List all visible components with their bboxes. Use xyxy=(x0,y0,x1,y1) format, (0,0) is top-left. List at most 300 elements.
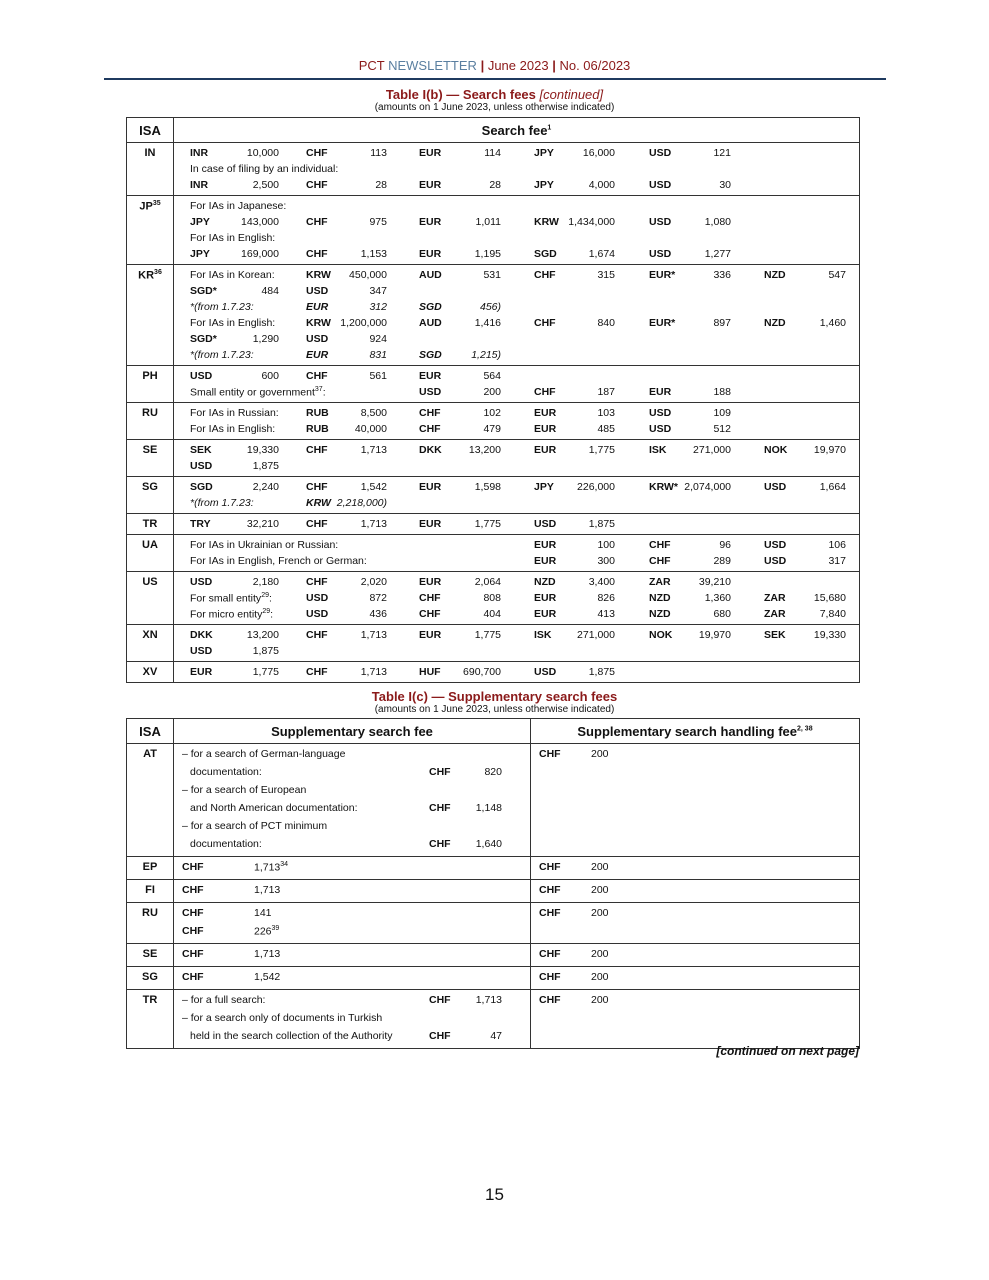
fee-line xyxy=(174,458,859,474)
fee-line xyxy=(174,836,530,854)
fee-line xyxy=(531,946,859,964)
fee-line xyxy=(174,553,859,569)
currency-code: USD xyxy=(419,386,442,398)
fee-amount: 113 xyxy=(370,147,387,159)
fee-amount: 1,775 xyxy=(252,666,279,678)
continued-note: [continued on next page] xyxy=(716,1044,859,1058)
currency-code: EUR xyxy=(419,370,442,382)
fee-description: documentation: xyxy=(190,766,262,778)
fee-amount: 1,713 xyxy=(254,884,281,896)
col-isa: ISA xyxy=(127,719,174,744)
fee-line xyxy=(174,818,530,836)
fee-amount: 109 xyxy=(713,407,731,419)
header-rule xyxy=(104,78,886,80)
currency-code: JPY xyxy=(190,216,210,228)
currency-code: TRY xyxy=(190,518,211,530)
currency-code: USD xyxy=(764,555,787,567)
currency-code: CHF xyxy=(306,666,328,678)
fee-amount: 13,200 xyxy=(468,444,501,456)
currency-code: USD xyxy=(534,666,557,678)
currency-code: CHF xyxy=(539,907,561,919)
isa-code: SG xyxy=(127,477,174,514)
col-search-fee: Search fee$^1$ xyxy=(174,118,860,143)
fee-amount: 96 xyxy=(719,539,731,551)
supp-fee-cell xyxy=(174,903,531,944)
fee-line xyxy=(174,283,859,299)
supp-fee-cell xyxy=(174,944,531,967)
currency-code: CHF xyxy=(182,948,204,960)
fee-line xyxy=(174,859,530,877)
currency-code: SGD xyxy=(190,481,213,493)
currency-code: USD xyxy=(190,576,213,588)
fee-amount: 436 xyxy=(369,608,387,620)
currency-code: CHF xyxy=(539,884,561,896)
currency-code: SGD xyxy=(534,248,557,260)
search-fee-cell xyxy=(174,535,860,572)
currency-code: CHF xyxy=(429,994,451,1006)
fee-amount: 872 xyxy=(369,592,387,604)
table-row xyxy=(127,265,860,366)
isa-code: SG xyxy=(127,967,174,990)
fee-line xyxy=(174,643,859,659)
isa-code: SE xyxy=(127,440,174,477)
fee-amount: 28 xyxy=(489,179,501,191)
fee-amount: 187 xyxy=(597,386,615,398)
fee-amount: 200 xyxy=(591,948,609,960)
footnote-ref: 35 xyxy=(152,200,161,207)
fee-line xyxy=(174,442,859,458)
supp-fee-cell xyxy=(174,880,531,903)
fee-line xyxy=(174,384,859,400)
currency-code: USD xyxy=(649,179,672,191)
currency-code: CHF xyxy=(306,444,328,456)
fee-amount: 271,000 xyxy=(693,444,731,456)
fee-amount: 336 xyxy=(713,269,731,281)
header-newsletter: NEWSLETTER xyxy=(388,58,477,73)
fee-amount: 317 xyxy=(828,555,846,567)
fee-amount: 512 xyxy=(713,423,731,435)
fee-amount: 200 xyxy=(591,907,609,919)
fee-line xyxy=(174,516,859,532)
search-fee-cell xyxy=(174,143,860,196)
fee-amount: 484 xyxy=(261,285,279,297)
fee-amount: 1,713 xyxy=(360,518,387,530)
fee-label: In case of filing by an individual: xyxy=(190,163,339,175)
table-row xyxy=(127,403,860,440)
header-pct: PCT xyxy=(358,58,385,73)
fee-line xyxy=(174,177,859,193)
currency-code: SGD* xyxy=(190,333,217,345)
currency-code: EUR xyxy=(306,301,329,313)
fee-line xyxy=(174,315,859,331)
fee-amount: 1,713 xyxy=(360,666,387,678)
fee-amount: 200 xyxy=(591,861,609,873)
search-fees-table xyxy=(126,117,860,683)
fee-amount: 1,434,000 xyxy=(568,216,615,228)
fee-label: For IAs in Ukrainian or Russian: xyxy=(190,539,339,551)
currency-code: CHF xyxy=(539,748,561,760)
currency-code: EUR xyxy=(534,608,557,620)
table-row xyxy=(127,514,860,535)
currency-code: SGD xyxy=(419,301,442,313)
currency-code: NZD xyxy=(534,576,556,588)
table-row xyxy=(127,990,860,1049)
fee-line xyxy=(174,368,859,384)
currency-code: JPY xyxy=(534,179,554,191)
fee-line xyxy=(174,405,859,421)
table-row xyxy=(127,366,860,403)
fee-amount: 15,680 xyxy=(813,592,846,604)
fee-amount: 1,875 xyxy=(252,645,279,657)
footnote-ref: 29 xyxy=(261,592,269,599)
fee-line xyxy=(174,764,530,782)
currency-code: CHF xyxy=(306,629,328,641)
fee-amount: 1,713 xyxy=(475,994,502,1006)
table-b-subtitle: (amounts on 1 June 2023, unless otherwise indicated) xyxy=(374,102,615,113)
currency-code: CHF xyxy=(419,608,441,620)
fee-amount: 1,674 xyxy=(588,248,615,260)
currency-code: JPY xyxy=(534,147,554,159)
supp-fee-cell xyxy=(174,967,531,990)
currency-code: EUR xyxy=(534,555,557,567)
currency-code: USD xyxy=(649,423,672,435)
isa-code: SE xyxy=(127,944,174,967)
currency-code: CHF xyxy=(306,216,328,228)
table-row xyxy=(127,944,860,967)
fee-line xyxy=(174,946,530,964)
fee-amount: 561 xyxy=(369,370,387,382)
currency-code: EUR xyxy=(419,518,442,530)
fee-line xyxy=(174,537,859,553)
fee-amount: 28 xyxy=(375,179,387,191)
fee-amount: 1,460 xyxy=(819,317,846,329)
fee-line xyxy=(531,905,859,923)
currency-code: USD xyxy=(649,248,672,260)
fee-amount: 200 xyxy=(591,971,609,983)
fee-line xyxy=(174,230,859,246)
fee-amount: 1,775 xyxy=(474,518,501,530)
fee-amount: 1,598 xyxy=(474,481,501,493)
table-row xyxy=(127,477,860,514)
currency-code: DKK xyxy=(190,629,213,641)
table-row xyxy=(127,625,860,662)
fee-amount: 1,200,000 xyxy=(340,317,387,329)
fee-amount: 121 xyxy=(713,147,731,159)
currency-code: KRW xyxy=(534,216,559,228)
currency-code: AUD xyxy=(419,317,442,329)
fee-amount: 2,218,000) xyxy=(336,497,387,509)
currency-code: USD xyxy=(306,608,329,620)
fee-label: For IAs in Korean: xyxy=(190,269,275,281)
isa-code: EP xyxy=(127,857,174,880)
footnote-ref: 39 xyxy=(271,925,280,932)
fee-amount: 114 xyxy=(484,147,501,159)
fee-amount: 106 xyxy=(828,539,846,551)
handling-fee-cell xyxy=(531,903,860,944)
fee-amount: 413 xyxy=(597,608,615,620)
fee-amount: 564 xyxy=(483,370,501,382)
fee-amount: 1,080 xyxy=(704,216,731,228)
fee-description: and North American documentation: xyxy=(190,802,358,814)
fee-amount: 680 xyxy=(713,608,731,620)
fee-description: – for a search only of documents in Turkish xyxy=(182,1012,383,1024)
table-c-title: Table I(c) — Supplementary search fees xyxy=(371,689,618,704)
handling-fee-cell xyxy=(531,967,860,990)
fee-amount: 200 xyxy=(591,994,609,1006)
currency-code: SGD xyxy=(419,349,442,361)
fee-amount: 456) xyxy=(479,301,501,313)
fee-line xyxy=(174,1028,530,1046)
fee-description: – for a search of European xyxy=(182,784,307,796)
search-fee-cell xyxy=(174,514,860,535)
currency-code: ISK xyxy=(649,444,667,456)
currency-code: NZD xyxy=(649,608,671,620)
currency-code: CHF xyxy=(306,248,328,260)
fee-amount: 200 xyxy=(591,748,609,760)
currency-code: CHF xyxy=(306,481,328,493)
currency-code: ISK xyxy=(534,629,552,641)
currency-code: EUR xyxy=(649,386,672,398)
fee-amount: 141 xyxy=(254,907,272,919)
header-date: June 2023 xyxy=(487,58,549,73)
fee-line xyxy=(174,905,530,923)
fee-line xyxy=(531,746,859,764)
currency-code: CHF xyxy=(182,907,204,919)
supp-fee-cell xyxy=(174,744,531,857)
search-fee-cell xyxy=(174,403,860,440)
fee-amount: 1,640 xyxy=(475,838,502,850)
currency-code: EUR xyxy=(419,179,442,191)
table-row xyxy=(127,857,860,880)
table-row xyxy=(127,196,860,265)
table-row xyxy=(127,744,860,857)
fee-amount: 450,000 xyxy=(349,269,387,281)
fee-amount: 600 xyxy=(261,370,279,382)
fee-label: For IAs in Japanese: xyxy=(190,200,287,212)
currency-code: NZD xyxy=(764,269,786,281)
currency-code: KRW* xyxy=(649,481,678,493)
table-b-title: Table I(b) — Search fees [continued] xyxy=(385,87,604,102)
isa-code: JP$^{35}$ xyxy=(127,196,174,265)
currency-code: CHF xyxy=(306,576,328,588)
currency-code: CHF xyxy=(182,971,204,983)
fee-amount: 7,840 xyxy=(819,608,846,620)
supp-fee-cell xyxy=(174,990,531,1049)
fee-amount: 32,210 xyxy=(246,518,279,530)
fee-amount: 2,180 xyxy=(252,576,279,588)
col-handling-fee: Supplementary search handling fee$^{2, 38}$ xyxy=(531,719,860,744)
fee-amount: 226,000 xyxy=(577,481,615,493)
fee-amount: 103 xyxy=(597,407,615,419)
fee-amount: 143,000 xyxy=(241,216,279,228)
fee-amount: 1,713$^{34}$ xyxy=(254,861,289,874)
currency-code: EUR xyxy=(534,423,557,435)
fee-line xyxy=(174,479,859,495)
currency-code: NOK xyxy=(764,444,788,456)
currency-code: NZD xyxy=(649,592,671,604)
newsletter-header: PCT NEWSLETTER | June 2023 | No. 06/2023 xyxy=(358,58,631,73)
fee-amount: 831 xyxy=(369,349,387,361)
fee-amount: 840 xyxy=(597,317,615,329)
table-row xyxy=(127,880,860,903)
fee-label: For IAs in English, French or German: xyxy=(190,555,367,567)
fee-amount: 4,000 xyxy=(588,179,615,191)
footnote-ref: 36 xyxy=(154,269,162,276)
currency-code: CHF xyxy=(429,838,451,850)
currency-code: RUB xyxy=(306,423,329,435)
fee-line xyxy=(531,992,859,1010)
handling-fee-cell xyxy=(531,880,860,903)
search-fee-cell xyxy=(174,477,860,514)
col-isa: ISA xyxy=(127,118,174,143)
fee-amount: 1,875 xyxy=(588,666,615,678)
table-c-subtitle: (amounts on 1 June 2023, unless otherwise indicated) xyxy=(374,704,615,715)
currency-code: ZAR xyxy=(764,608,786,620)
supplementary-fees-table xyxy=(126,718,860,1049)
currency-code: CHF xyxy=(419,592,441,604)
fee-amount: 479 xyxy=(483,423,501,435)
currency-code: EUR* xyxy=(649,269,676,281)
fee-line xyxy=(174,590,859,606)
search-fee-cell xyxy=(174,366,860,403)
footnote-ref: 29 xyxy=(262,608,271,615)
fee-line xyxy=(174,882,530,900)
fee-amount: 19,970 xyxy=(813,444,846,456)
currency-code: USD xyxy=(306,285,329,297)
supp-fee-cell xyxy=(174,857,531,880)
currency-code: EUR* xyxy=(649,317,676,329)
fee-amount: 1,875 xyxy=(588,518,615,530)
currency-code: CHF xyxy=(534,269,556,281)
fee-description: documentation: xyxy=(190,838,262,850)
isa-code: PH xyxy=(127,366,174,403)
fee-amount: 200 xyxy=(591,884,609,896)
fee-note: *(from 1.7.23: xyxy=(190,301,254,313)
fee-amount: 547 xyxy=(828,269,846,281)
isa-code: UA xyxy=(127,535,174,572)
handling-fee-cell xyxy=(531,857,860,880)
fee-note: *(from 1.7.23: xyxy=(190,349,254,361)
fee-amount: 8,500 xyxy=(360,407,387,419)
fee-note: *(from 1.7.23: xyxy=(190,497,254,509)
table-row xyxy=(127,143,860,196)
currency-code: CHF xyxy=(539,971,561,983)
fee-label: For small entity$^{29}$: xyxy=(190,592,272,605)
fee-amount: 315 xyxy=(597,269,615,281)
currency-code: CHF xyxy=(182,861,204,873)
fee-line xyxy=(174,421,859,437)
fee-line xyxy=(174,969,530,987)
search-fee-cell xyxy=(174,625,860,662)
currency-code: USD xyxy=(764,481,787,493)
fee-description: – for a search of PCT minimum xyxy=(182,820,328,832)
handling-fee-cell xyxy=(531,744,860,857)
fee-line xyxy=(174,992,530,1010)
fee-amount: 289 xyxy=(713,555,731,567)
handling-fee-cell xyxy=(531,944,860,967)
header-issue: No. 06/2023 xyxy=(559,58,631,73)
fee-amount: 2,500 xyxy=(252,179,279,191)
isa-code: KR$^{36}$ xyxy=(127,265,174,366)
currency-code: EUR xyxy=(419,147,442,159)
currency-code: EUR xyxy=(534,592,557,604)
table-row xyxy=(127,662,860,683)
fee-amount: 13,200 xyxy=(246,629,279,641)
fee-line xyxy=(174,299,859,315)
currency-code: CHF xyxy=(539,948,561,960)
fee-amount: 1,542 xyxy=(254,971,281,983)
fee-line xyxy=(531,882,859,900)
isa-code: TR xyxy=(127,514,174,535)
table-row xyxy=(127,967,860,990)
search-fee-cell xyxy=(174,662,860,683)
fee-line xyxy=(174,246,859,262)
table-row xyxy=(127,440,860,477)
currency-code: RUB xyxy=(306,407,329,419)
fee-amount: 169,000 xyxy=(241,248,279,260)
isa-code: RU xyxy=(127,903,174,944)
handling-fee-cell xyxy=(531,990,860,1049)
fee-line xyxy=(174,495,859,511)
fee-amount: 3,400 xyxy=(588,576,615,588)
currency-code: KRW xyxy=(306,497,331,509)
currency-code: USD xyxy=(649,216,672,228)
fee-amount: 10,000 xyxy=(246,147,279,159)
footnote-ref: 37 xyxy=(314,386,323,393)
fee-amount: 47 xyxy=(490,1030,502,1042)
fee-amount: 188 xyxy=(713,386,731,398)
fee-line xyxy=(174,923,530,941)
currency-code: SEK xyxy=(190,444,212,456)
fee-amount: 200 xyxy=(483,386,501,398)
isa-code: TR xyxy=(127,990,174,1049)
currency-code: EUR xyxy=(534,407,557,419)
currency-code: CHF xyxy=(429,1030,451,1042)
isa-code: IN xyxy=(127,143,174,196)
fee-amount: 975 xyxy=(369,216,387,228)
fee-amount: 40,000 xyxy=(354,423,387,435)
fee-amount: 16,000 xyxy=(582,147,615,159)
fee-amount: 19,330 xyxy=(246,444,279,456)
currency-code: CHF xyxy=(306,518,328,530)
fee-line xyxy=(531,859,859,877)
fee-amount: 531 xyxy=(483,269,501,281)
fee-amount: 2,240 xyxy=(252,481,279,493)
footnote-ref: 34 xyxy=(280,861,289,868)
currency-code: CHF xyxy=(419,423,441,435)
currency-code: AUD xyxy=(419,269,442,281)
fee-label: For IAs in English: xyxy=(190,317,276,329)
fee-amount: 1,195 xyxy=(474,248,501,260)
fee-amount: 1,153 xyxy=(360,248,387,260)
currency-code: USD xyxy=(190,370,213,382)
currency-code: CHF xyxy=(649,539,671,551)
fee-amount: 347 xyxy=(369,285,387,297)
fee-amount: 1,215) xyxy=(471,349,501,361)
currency-code: USD xyxy=(306,592,329,604)
currency-code: USD xyxy=(649,407,672,419)
fee-amount: 2,074,000 xyxy=(684,481,731,493)
fee-amount: 808 xyxy=(483,592,501,604)
currency-code: ZAR xyxy=(764,592,786,604)
fee-amount: 1,664 xyxy=(819,481,846,493)
fee-amount: 30 xyxy=(719,179,731,191)
fee-amount: 1,542 xyxy=(360,481,387,493)
currency-code: CHF xyxy=(419,407,441,419)
fee-amount: 1,775 xyxy=(588,444,615,456)
fee-label: For IAs in English: xyxy=(190,232,276,244)
fee-amount: 19,330 xyxy=(813,629,846,641)
